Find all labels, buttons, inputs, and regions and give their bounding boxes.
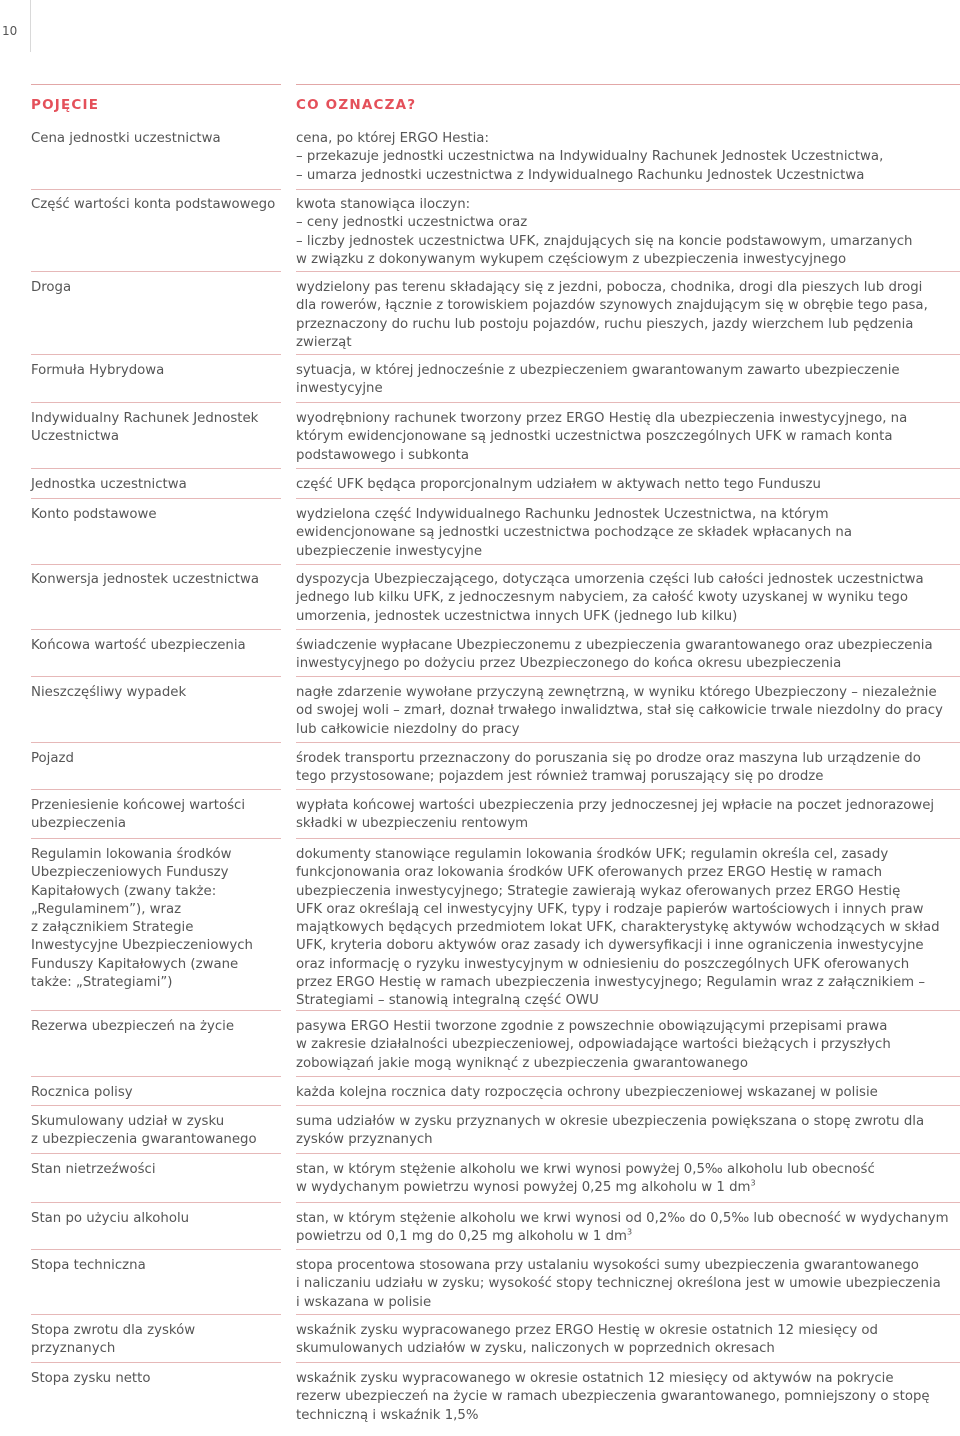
definition-line: w związku z dokonywanym wykupem częściowym z ubezpieczenia inwestycyjnego: [296, 251, 847, 267]
definition-line: Strategiami – stanowią integralną część OWU: [296, 993, 599, 1009]
superscript: 3: [627, 1227, 633, 1237]
glossary-definition: [296, 130, 956, 185]
definition-line: suma udziałów w zysku przyznanych w okresie ubezpieczenia powiększana o stopę zwrotu dla: [296, 1114, 925, 1129]
glossary-term: [31, 1322, 279, 1359]
term-line: Ubezpieczeniowych Funduszy: [31, 865, 229, 881]
glossary-term: [31, 1084, 279, 1102]
glossary-definition: [296, 362, 956, 399]
glossary-definition: [296, 1113, 956, 1150]
glossary-definition: [296, 279, 956, 352]
term-line: Stan po użyciu alkoholu: [31, 1211, 190, 1226]
row-divider: [31, 564, 960, 565]
term-line: Konto podstawowe: [31, 507, 157, 522]
column-header-definition: CO OZNACZA?: [296, 97, 417, 113]
definition-line: inwestycyjnego po dożyciu przez Ubezpieczonego do końca okresu ubezpieczenia: [296, 656, 842, 672]
term-line: Funduszy Kapitałowych (zwane: [31, 956, 239, 972]
definition-line: – liczby jednostek uczestnictwa UFK, znajdujących się na koncie podstawowym, umarzanych: [296, 233, 913, 249]
term-line: Kapitałowych (zwany także:: [31, 883, 217, 899]
row-divider: [31, 354, 960, 355]
glossary-definition: [296, 637, 956, 674]
definition-line: ubezpieczenie inwestycyjne: [296, 543, 483, 559]
term-line: Skumulowany udział w zysku: [31, 1114, 225, 1129]
glossary-term: [31, 362, 279, 380]
definition-line: zysków przyznanych: [296, 1132, 433, 1148]
term-line: Stopa zysku netto: [31, 1371, 151, 1386]
definition-line: dokumenty stanowiące regulamin lokowania środków UFK; regulamin określa cel, zasady: [296, 847, 889, 862]
row-divider: [31, 1314, 960, 1315]
definition-line: i wskazana w polisie: [296, 1294, 432, 1310]
term-line: Droga: [31, 280, 72, 295]
glossary-definition: [296, 1084, 956, 1102]
definition-line: dla rowerów, łącznie z torowiskiem pojazdów szynowych znajdującym się w obrębie tego pasa,: [296, 298, 928, 314]
definition-line: ewidencjonowane są jednostki uczestnictwa pochodzące ze składek wpłacanych na: [296, 525, 853, 541]
definition-line: rezerw ubezpieczeń na życie w ramach ubezpieczenia gwarantowanego, pomniejszony o stopę: [296, 1389, 930, 1405]
definition-line: wypłata końcowej wartości ubezpieczenia przy jednoczesnej jej wpłacie na poczet jednorazowej: [296, 798, 935, 813]
definition-line: wskaźnik zysku wypracowanego w okresie ostatnich 12 miesięcy od aktywów na pokrycie: [296, 1371, 894, 1386]
term-line: Konwersja jednostek uczestnictwa: [31, 572, 259, 587]
row-divider: [31, 1202, 960, 1203]
glossary-definition: [296, 1161, 956, 1198]
row-divider: [31, 498, 960, 499]
term-line: Jednostka uczestnictwa: [31, 477, 187, 492]
row-divider: [31, 1105, 960, 1106]
glossary-term: [31, 1257, 279, 1275]
glossary-definition: [296, 410, 956, 465]
glossary-term: [31, 571, 279, 589]
glossary-definition: [296, 571, 956, 626]
term-line: Rezerwa ubezpieczeń na życie: [31, 1019, 235, 1034]
row-divider: [31, 676, 960, 677]
definition-line: stopa procentowa stosowana przy ustalaniu wysokości sumy ubezpieczenia gwarantowanego: [296, 1258, 919, 1273]
definition-line: podstawowego i subkonta: [296, 447, 470, 463]
term-line: Formuła Hybrydowa: [31, 363, 165, 378]
glossary-definition: [296, 1370, 956, 1425]
glossary-definition: [296, 846, 956, 1011]
glossary-term: [31, 410, 279, 447]
definition-line: inwestycyjne: [296, 381, 383, 397]
definition-line: oraz informację o ryzyku inwestycyjnym w odniesieniu do poszczególnych UFK oferowanych: [296, 956, 910, 972]
glossary-definition: [296, 1322, 956, 1359]
definition-line: skumulowanych udziałów w zysku, naliczonych w poprzednich okresach: [296, 1341, 775, 1357]
definition-line: lub całkowicie niezdolny do pracy: [296, 721, 520, 737]
term-line: Stopa zwrotu dla zysków: [31, 1323, 196, 1338]
glossary-definition: [296, 797, 956, 834]
definition-line: w zakresie działalności ubezpieczeniowej, odpowiadające wartości bieżących i przyszłych: [296, 1037, 891, 1053]
definition-line: stan, w którym stężenie alkoholu we krwi wynosi od 0,2‰ do 0,5‰ lub obecność w wydychanym: [296, 1211, 949, 1226]
definition-line: – przekazuje jednostki uczestnictwa na Indywidualny Rachunek Jednostek Uczestnictwa,: [296, 149, 884, 165]
term-line: ubezpieczenia: [31, 816, 127, 832]
definition-line: ubezpieczenia inwestycyjnego; Strategie zawierają wykaz oferowanych przez ERGO Hestię: [296, 883, 901, 899]
term-line: Pojazd: [31, 751, 74, 766]
glossary-term: [31, 750, 279, 768]
definition-line: wskaźnik zysku wypracowanego przez ERGO Hestię w okresie ostatnich 12 miesięcy od: [296, 1323, 878, 1338]
row-divider: [31, 1010, 960, 1011]
term-line: Końcowa wartość ubezpieczenia: [31, 638, 246, 653]
glossary-definition: [296, 684, 956, 739]
row-divider: [31, 189, 960, 190]
glossary-term: [31, 1210, 279, 1228]
row-divider: [31, 1076, 960, 1077]
definition-line: – ceny jednostki uczestnictwa oraz: [296, 215, 528, 231]
definition-line: część UFK będąca proporcjonalnym udziałem w aktywach netto tego Funduszu: [296, 477, 821, 492]
glossary-definition: [296, 1210, 956, 1247]
term-line: Przeniesienie końcowej wartości: [31, 798, 246, 813]
term-line: przyznanych: [31, 1341, 116, 1357]
glossary-term: [31, 1018, 279, 1036]
definition-line: UFK oraz określają cel inwestycyjny UFK, typy i rodzaje papierów wartościowych i innych praw: [296, 901, 924, 917]
term-line: z ubezpieczenia gwarantowanego: [31, 1132, 257, 1148]
definition-line: majątkowych będących przedmiotem lokat UFK, charakterystykę aktywów wchodzących w skład: [296, 920, 940, 936]
glossary-term: [31, 1113, 279, 1150]
glossary-term: [31, 476, 279, 494]
column-header-term: POJĘCIE: [31, 97, 100, 113]
term-line: Stopa techniczna: [31, 1258, 146, 1273]
glossary-definition: [296, 750, 956, 787]
definition-line: wydzielony pas terenu składający się z jezdni, pobocza, chodnika, drogi dla pieszych lub drogi: [296, 280, 923, 295]
definition-line: zwierząt: [296, 334, 352, 350]
definition-line: – umarza jednostki uczestnictwa z Indywidualnego Rachunku Jednostek Uczestnictwa: [296, 167, 865, 183]
term-line: Indywidualny Rachunek Jednostek: [31, 411, 259, 426]
glossary-term: [31, 130, 279, 148]
definition-line: świadczenie wypłacane Ubezpieczonemu z ubezpieczenia gwarantowanego oraz ubezpieczenia: [296, 638, 933, 653]
glossary-definition: [296, 1018, 956, 1073]
term-line: Cena jednostki uczestnictwa: [31, 131, 221, 146]
term-line: Część wartości konta podstawowego: [31, 197, 276, 212]
page-number-divider: [30, 0, 31, 52]
glossary-definition: [296, 476, 956, 494]
definition-line: środek transportu przeznaczony do poruszania się po drodze oraz maszyna lub urządzenie do: [296, 751, 921, 766]
definition-line: nagłe zdarzenie wywołane przyczyną zewnętrzną, w wyniku którego Ubezpieczony – niezależnie: [296, 685, 937, 700]
row-divider: [31, 1153, 960, 1154]
header-rule-definition: [296, 84, 960, 85]
row-divider: [31, 1362, 960, 1363]
definition-line: stan, w którym stężenie alkoholu we krwi wynosi powyżej 0,5‰ alkoholu lub obecność: [296, 1162, 875, 1177]
glossary-definition: [296, 1257, 956, 1312]
glossary-term: [31, 846, 279, 992]
definition-line: pasywa ERGO Hestii tworzone zgodnie z powszechnie obowiązującymi przepisami prawa: [296, 1019, 888, 1034]
definition-line: cena, po której ERGO Hestia:: [296, 131, 489, 146]
definition-line: umorzenia, jednostek uczestnictwa innych UFK (jednego lub kilku): [296, 608, 738, 624]
row-divider: [31, 1249, 960, 1250]
glossary-term: [31, 1161, 279, 1179]
definition-line: wyodrębniony rachunek tworzony przez ERGO Hestię dla ubezpieczenia inwestycyjnego, na: [296, 411, 908, 426]
definition-line: wydzielona część Indywidualnego Rachunku Jednostek Uczestnictwa, na którym: [296, 507, 829, 522]
definition-line: sytuacja, w której jednocześnie z ubezpieczeniem gwarantowanym zawarto ubezpieczenie: [296, 363, 900, 378]
row-divider: [31, 629, 960, 630]
glossary-term: [31, 684, 279, 702]
term-line: „Regulaminem”), wraz: [31, 901, 182, 917]
page-number: 10: [2, 24, 18, 38]
definition-line: techniczną i wskaźnik 1,5%: [296, 1407, 479, 1423]
term-line: z załącznikiem Strategie: [31, 920, 194, 936]
definition-line: od swojej woli – zmarł, doznał trwałego inwalidztwa, stał się całkowicie trwale niezdolny do pracy: [296, 703, 943, 719]
header-rule-term: [31, 84, 281, 85]
definition-line: którym ewidencjonowane są jednostki uczestnictwa poszczególnych UFK w ramach konta: [296, 429, 893, 445]
term-line: Rocznica polisy: [31, 1085, 133, 1100]
term-line: Inwestycyjne Ubezpieczeniowych: [31, 938, 253, 954]
glossary-term: [31, 637, 279, 655]
definition-line: każda kolejna rocznica daty rozpoczęcia ochrony ubezpieczeniowej wskazanej w polisie: [296, 1085, 878, 1100]
definition-line: powietrzu od 0,1 mg do 0,25 mg alkoholu w 1 $dm^3$: [296, 1227, 633, 1245]
term-line: Nieszczęśliwy wypadek: [31, 685, 187, 700]
superscript: 3: [750, 1178, 756, 1188]
definition-line: funkcjonowania oraz lokowania środków UFK oferowanych przez ERGO Hestię w ramach: [296, 865, 883, 881]
glossary-term: [31, 196, 279, 214]
definition-line: tego przystosowane; pojazdem jest również tramwaj poruszający się po drodze: [296, 769, 824, 785]
glossary-definition: [296, 196, 956, 269]
term-line: Stan nietrzeźwości: [31, 1162, 156, 1177]
row-divider: [31, 468, 960, 469]
row-divider: [31, 789, 960, 790]
term-line: Uczestnictwa: [31, 429, 120, 445]
glossary-term: [31, 1370, 279, 1388]
glossary-definition: [296, 506, 956, 561]
glossary-term: [31, 506, 279, 524]
term-line: także: „Strategiami”): [31, 975, 173, 991]
definition-line: składki w ubezpieczeniu rentowym: [296, 816, 529, 832]
definition-line: dyspozycja Ubezpieczającego, dotycząca umorzenia części lub całości jednostek uczestnictwa: [296, 572, 924, 587]
row-divider: [31, 271, 960, 272]
glossary-term: [31, 279, 279, 297]
glossary-term: [31, 797, 279, 834]
row-divider: [31, 742, 960, 743]
definition-line: kwota stanowiąca iloczyn:: [296, 197, 471, 212]
row-divider: [31, 402, 960, 403]
definition-line: zobowiązań jakie mogą wyniknąć z ubezpieczenia gwarantowanego: [296, 1055, 748, 1071]
row-divider: [31, 838, 960, 839]
definition-line: jednego lub kilku UFK, z jednoczesnym nabyciem, za całość kwoty uzyskanej w wyniku tego: [296, 590, 908, 606]
definition-line: w wydychanym powietrzu wynosi powyżej 0,25 mg alkoholu w 1 $dm^3$: [296, 1178, 756, 1196]
definition-line: UFK, kryteria doboru aktywów oraz zasady ich dywersyfikacji i inne ograniczenia inwestycyjne: [296, 938, 924, 954]
definition-line: przez ERGO Hestię w ramach ubezpieczenia inwestycyjnego; Regulamin wraz z załącznikiem –: [296, 975, 925, 991]
definition-line: i naliczaniu udziału w zysku; wysokość stopy technicznej określona jest w umowie ubezpieczenia: [296, 1276, 941, 1292]
term-line: Regulamin lokowania środków: [31, 847, 232, 862]
definition-line: przeznaczony do ruchu lub postoju pojazdów, ruchu pieszych, jazdy wierzchem lub pędzenia: [296, 316, 914, 332]
